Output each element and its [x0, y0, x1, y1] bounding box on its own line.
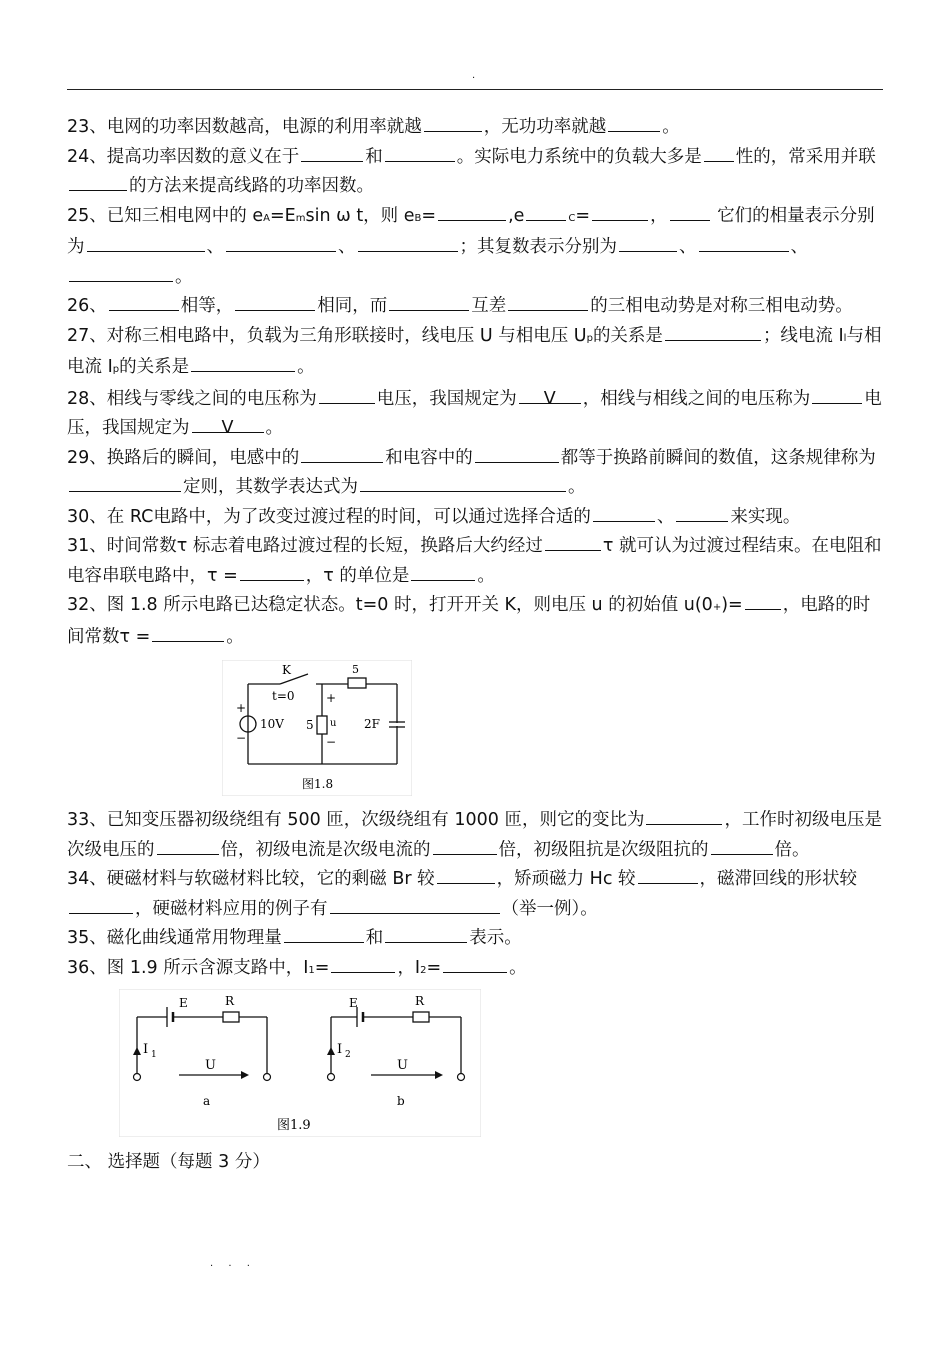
blank: [443, 954, 507, 973]
q32-text: 。: [226, 626, 244, 647]
label-c: 2F: [364, 717, 380, 731]
q23-text: ，无功功率就越: [483, 117, 607, 137]
blank: [360, 473, 566, 492]
question-29: [67, 444, 882, 503]
q25-text: e: [252, 205, 264, 226]
plus-sign: +: [326, 691, 337, 705]
blank: [438, 202, 506, 221]
circuit-diagram-1-8: [222, 660, 412, 796]
plus-sign: +: [236, 701, 247, 715]
q34-text: ，矫顽磁力 Hc 较: [496, 869, 636, 889]
blank: [69, 263, 173, 282]
q36-text: =: [426, 957, 442, 978]
q27-text: 与相电流 I: [67, 325, 882, 377]
blank: [670, 202, 710, 221]
blank: [157, 836, 219, 855]
blank: [240, 562, 304, 581]
label-source: 10V: [260, 717, 284, 731]
q25-text: 。: [175, 266, 193, 287]
q27-text: ；线电流 I: [762, 325, 844, 346]
question-24: [67, 143, 882, 202]
footer-mark: . . .: [210, 1258, 256, 1269]
blank: [592, 202, 648, 221]
q29-text: 都等于换路前瞬间的数值，这条规律称为: [560, 447, 876, 468]
label-r: R: [415, 994, 425, 1008]
q26-text: 互差: [471, 296, 507, 316]
blank: [646, 806, 722, 825]
q29-text: 29、换路后的瞬间，电感中的: [67, 447, 300, 468]
q26-text: 26、: [67, 296, 107, 316]
blank: [87, 233, 205, 252]
question-27: [67, 322, 882, 385]
q34-text: ，硬磁材料应用的例子有: [135, 898, 328, 919]
q26-text: 相等，: [180, 296, 234, 316]
question-32: [67, 591, 882, 652]
blank: [385, 924, 467, 943]
q27-text: 。: [297, 357, 315, 377]
blank: [319, 385, 375, 404]
label-i: I: [143, 1042, 149, 1057]
label-r1: 5: [352, 663, 359, 676]
question-23: [67, 113, 882, 143]
label-r: R: [225, 994, 235, 1008]
q24-text: 24、提高功率因数的意义在于: [67, 146, 300, 167]
q30-text: 、: [656, 506, 675, 527]
blank: [69, 895, 133, 914]
q36-text: =: [314, 957, 330, 978]
q25-sub: m: [295, 212, 306, 224]
blank: [69, 473, 181, 492]
q34-text: 34、硬磁材料与软磁材料比较，它的剩磁 Br 较: [67, 869, 435, 889]
label-k: K: [282, 663, 291, 677]
q29-text: 。: [568, 477, 586, 497]
blank: [665, 322, 761, 341]
q25-sub: C: [568, 212, 576, 224]
question-35: [67, 924, 882, 954]
figure-1-9: [119, 989, 882, 1141]
q36-text: ，I: [397, 957, 421, 978]
q24-text: 和: [365, 146, 383, 167]
blank: [69, 172, 127, 191]
question-33: [67, 806, 882, 865]
q33-text: 倍。: [774, 839, 810, 860]
question-26: [67, 292, 882, 322]
q29-text: 和电容中的: [385, 447, 473, 468]
q27-sub: p: [586, 332, 593, 344]
blank: [389, 292, 469, 311]
q28-text: 电压，我国规定为: [67, 388, 882, 438]
label-i-sub: 1: [151, 1050, 157, 1060]
q32-text: ，电路的时间常数τ =: [67, 595, 871, 647]
q24-text: 的方法来提高线路的功率因数。: [129, 176, 374, 196]
blank: [191, 353, 295, 372]
q25-text: =: [575, 205, 591, 226]
unit-v: V: [543, 388, 556, 409]
q33-text: 33、已知变压器初级绕组有 500 匝，次级绕组有 1000 匝，则它的变比为: [67, 810, 645, 830]
blank: [331, 954, 395, 973]
q30-text: 来实现。: [730, 506, 801, 527]
document-body: [67, 113, 882, 1177]
blank: [411, 562, 475, 581]
q28-text: 电压，我国规定为: [376, 388, 517, 409]
q25-text: 、: [679, 237, 697, 257]
header-mark: .: [472, 70, 476, 81]
label-circuit-a: a: [203, 1094, 211, 1108]
label-circuit-b: b: [397, 1094, 405, 1108]
q29-text: 定则，其数学表达式为: [183, 477, 358, 497]
question-34: [67, 865, 882, 924]
label-u: U: [205, 1058, 216, 1073]
blank: [745, 591, 781, 610]
q36-text: 36、图 1.9 所示含源支路中，I: [67, 957, 309, 978]
blank: [301, 143, 363, 162]
q31-text: 。: [477, 565, 495, 586]
q36-text: 。: [509, 957, 527, 978]
q23-text: 23、电网的功率因数越高，电源的利用率就越: [67, 117, 422, 137]
blank: [638, 865, 698, 884]
label-u: U: [397, 1058, 408, 1073]
q25-text: ,e: [508, 205, 525, 226]
blank: [545, 532, 601, 551]
blank: [301, 444, 383, 463]
label-t0: t=0: [272, 689, 295, 703]
label-u: u: [330, 718, 337, 729]
q25-text: =E: [269, 205, 296, 226]
question-28: [67, 385, 882, 444]
q34-text: （举一例）。: [501, 898, 598, 919]
q32-sub: +: [712, 602, 722, 613]
q27-text: 的关系是: [119, 357, 190, 377]
circuit-diagram-1-9: [119, 989, 481, 1137]
blank: [704, 143, 734, 162]
blank: [619, 233, 677, 252]
q28-text: 。: [265, 418, 283, 438]
blank: [330, 895, 500, 914]
q25-text: 25、已知三相电网中的: [67, 205, 247, 226]
blank: [358, 233, 458, 252]
q25-text: ，: [650, 205, 668, 226]
figure-caption: 图1.8: [302, 777, 334, 791]
blank: [235, 292, 315, 311]
blank: [676, 503, 728, 522]
q27-text: 的关系是: [592, 325, 663, 346]
q36-sub: 1: [308, 964, 315, 976]
q30-text: 30、在 RC电路中，为了改变过渡过程的时间，可以通过选择合适的: [67, 506, 591, 527]
question-31: [67, 532, 882, 591]
q25-text: 它们的相量表示分别为: [67, 205, 875, 257]
blank: [109, 292, 179, 311]
blank: [437, 865, 495, 884]
blank: [424, 113, 482, 132]
blank: [508, 292, 588, 311]
blank: [192, 414, 264, 438]
minus-sign: −: [326, 735, 337, 749]
q25-sub: A: [263, 212, 270, 224]
blank: [526, 202, 566, 221]
blank: [433, 836, 497, 855]
q27-sub: p: [112, 364, 120, 375]
q25-text: 、: [790, 237, 808, 257]
blank: [475, 444, 559, 463]
label-i-sub: 2: [345, 1050, 351, 1060]
question-36: [67, 954, 882, 986]
q27-sub: l: [843, 332, 847, 344]
q34-text: ，磁滞回线的形状较: [699, 869, 857, 889]
q25-text: sin ω t，则 e: [305, 205, 415, 226]
unit-v: V: [221, 418, 234, 438]
blank: [519, 385, 581, 409]
blank: [711, 836, 773, 855]
q35-text: 35、磁化曲线通常用物理量: [67, 928, 282, 948]
section-heading: 二、 选择题（每题 3 分）: [67, 1152, 270, 1172]
q35-text: 和: [365, 928, 384, 948]
question-25: [67, 202, 882, 293]
label-r2: 5: [306, 718, 314, 732]
label-i: I: [337, 1042, 343, 1057]
q25-text: =: [421, 205, 437, 226]
q35-text: 表示。: [469, 928, 522, 948]
q32-text: 32、图 1.8 所示电路已达稳定状态。t=0 时，打开开关 K，则电压 u 的初始值 u(0: [67, 595, 713, 615]
blank: [593, 503, 655, 522]
header-rule: [67, 89, 883, 90]
q28-text: 28、相线与零线之间的电压称为: [67, 388, 317, 409]
q31-text: τ 就可认为过渡过程结束。在电阻和电容串联电路中，τ =: [67, 536, 882, 586]
q24-text: 。实际电力系统中的负载大多是: [456, 146, 702, 167]
blank: [812, 385, 862, 404]
q33-text: ，工作时初级电压是次级电压的: [67, 810, 882, 860]
label-e: E: [179, 996, 188, 1010]
q27-text: 27、对称三相电路中，负载为三角形联接时，线电压 U 与相电压 U: [67, 325, 587, 346]
label-e: E: [349, 996, 358, 1010]
q32-text: )=: [721, 595, 743, 615]
q33-text: 倍，初级阻抗是次级阻抗的: [498, 839, 709, 860]
blank: [608, 113, 660, 132]
q31-text: ，τ 的单位是: [305, 565, 410, 586]
blank: [699, 233, 789, 252]
q26-text: 相同，而: [317, 296, 388, 316]
minus-sign: −: [236, 731, 247, 745]
q33-text: 倍，初级电流是次级电流的: [220, 839, 431, 860]
q25-text: 、: [206, 237, 224, 257]
q26-text: 的三相电动势是对称三相电动势。: [590, 296, 853, 316]
q24-text: 性的，常采用并联: [735, 146, 876, 167]
q31-text: 31、时间常数τ 标志着电路过渡过程的长短，换路后大约经过: [67, 536, 543, 556]
blank: [385, 143, 455, 162]
q25-text: ；其复数表示分别为: [459, 237, 617, 257]
q23-text: 。: [662, 117, 680, 137]
blank: [152, 623, 224, 642]
q25-text: 、: [338, 237, 356, 257]
q28-text: ，相线与相线之间的电压称为: [582, 388, 811, 409]
question-30: [67, 503, 882, 533]
figure-caption: 图1.9: [277, 1118, 311, 1133]
blank: [284, 924, 364, 943]
figure-1-8: [222, 660, 882, 800]
q25-sub: B: [414, 212, 422, 224]
q36-sub: 2: [420, 964, 427, 976]
blank: [226, 233, 336, 252]
